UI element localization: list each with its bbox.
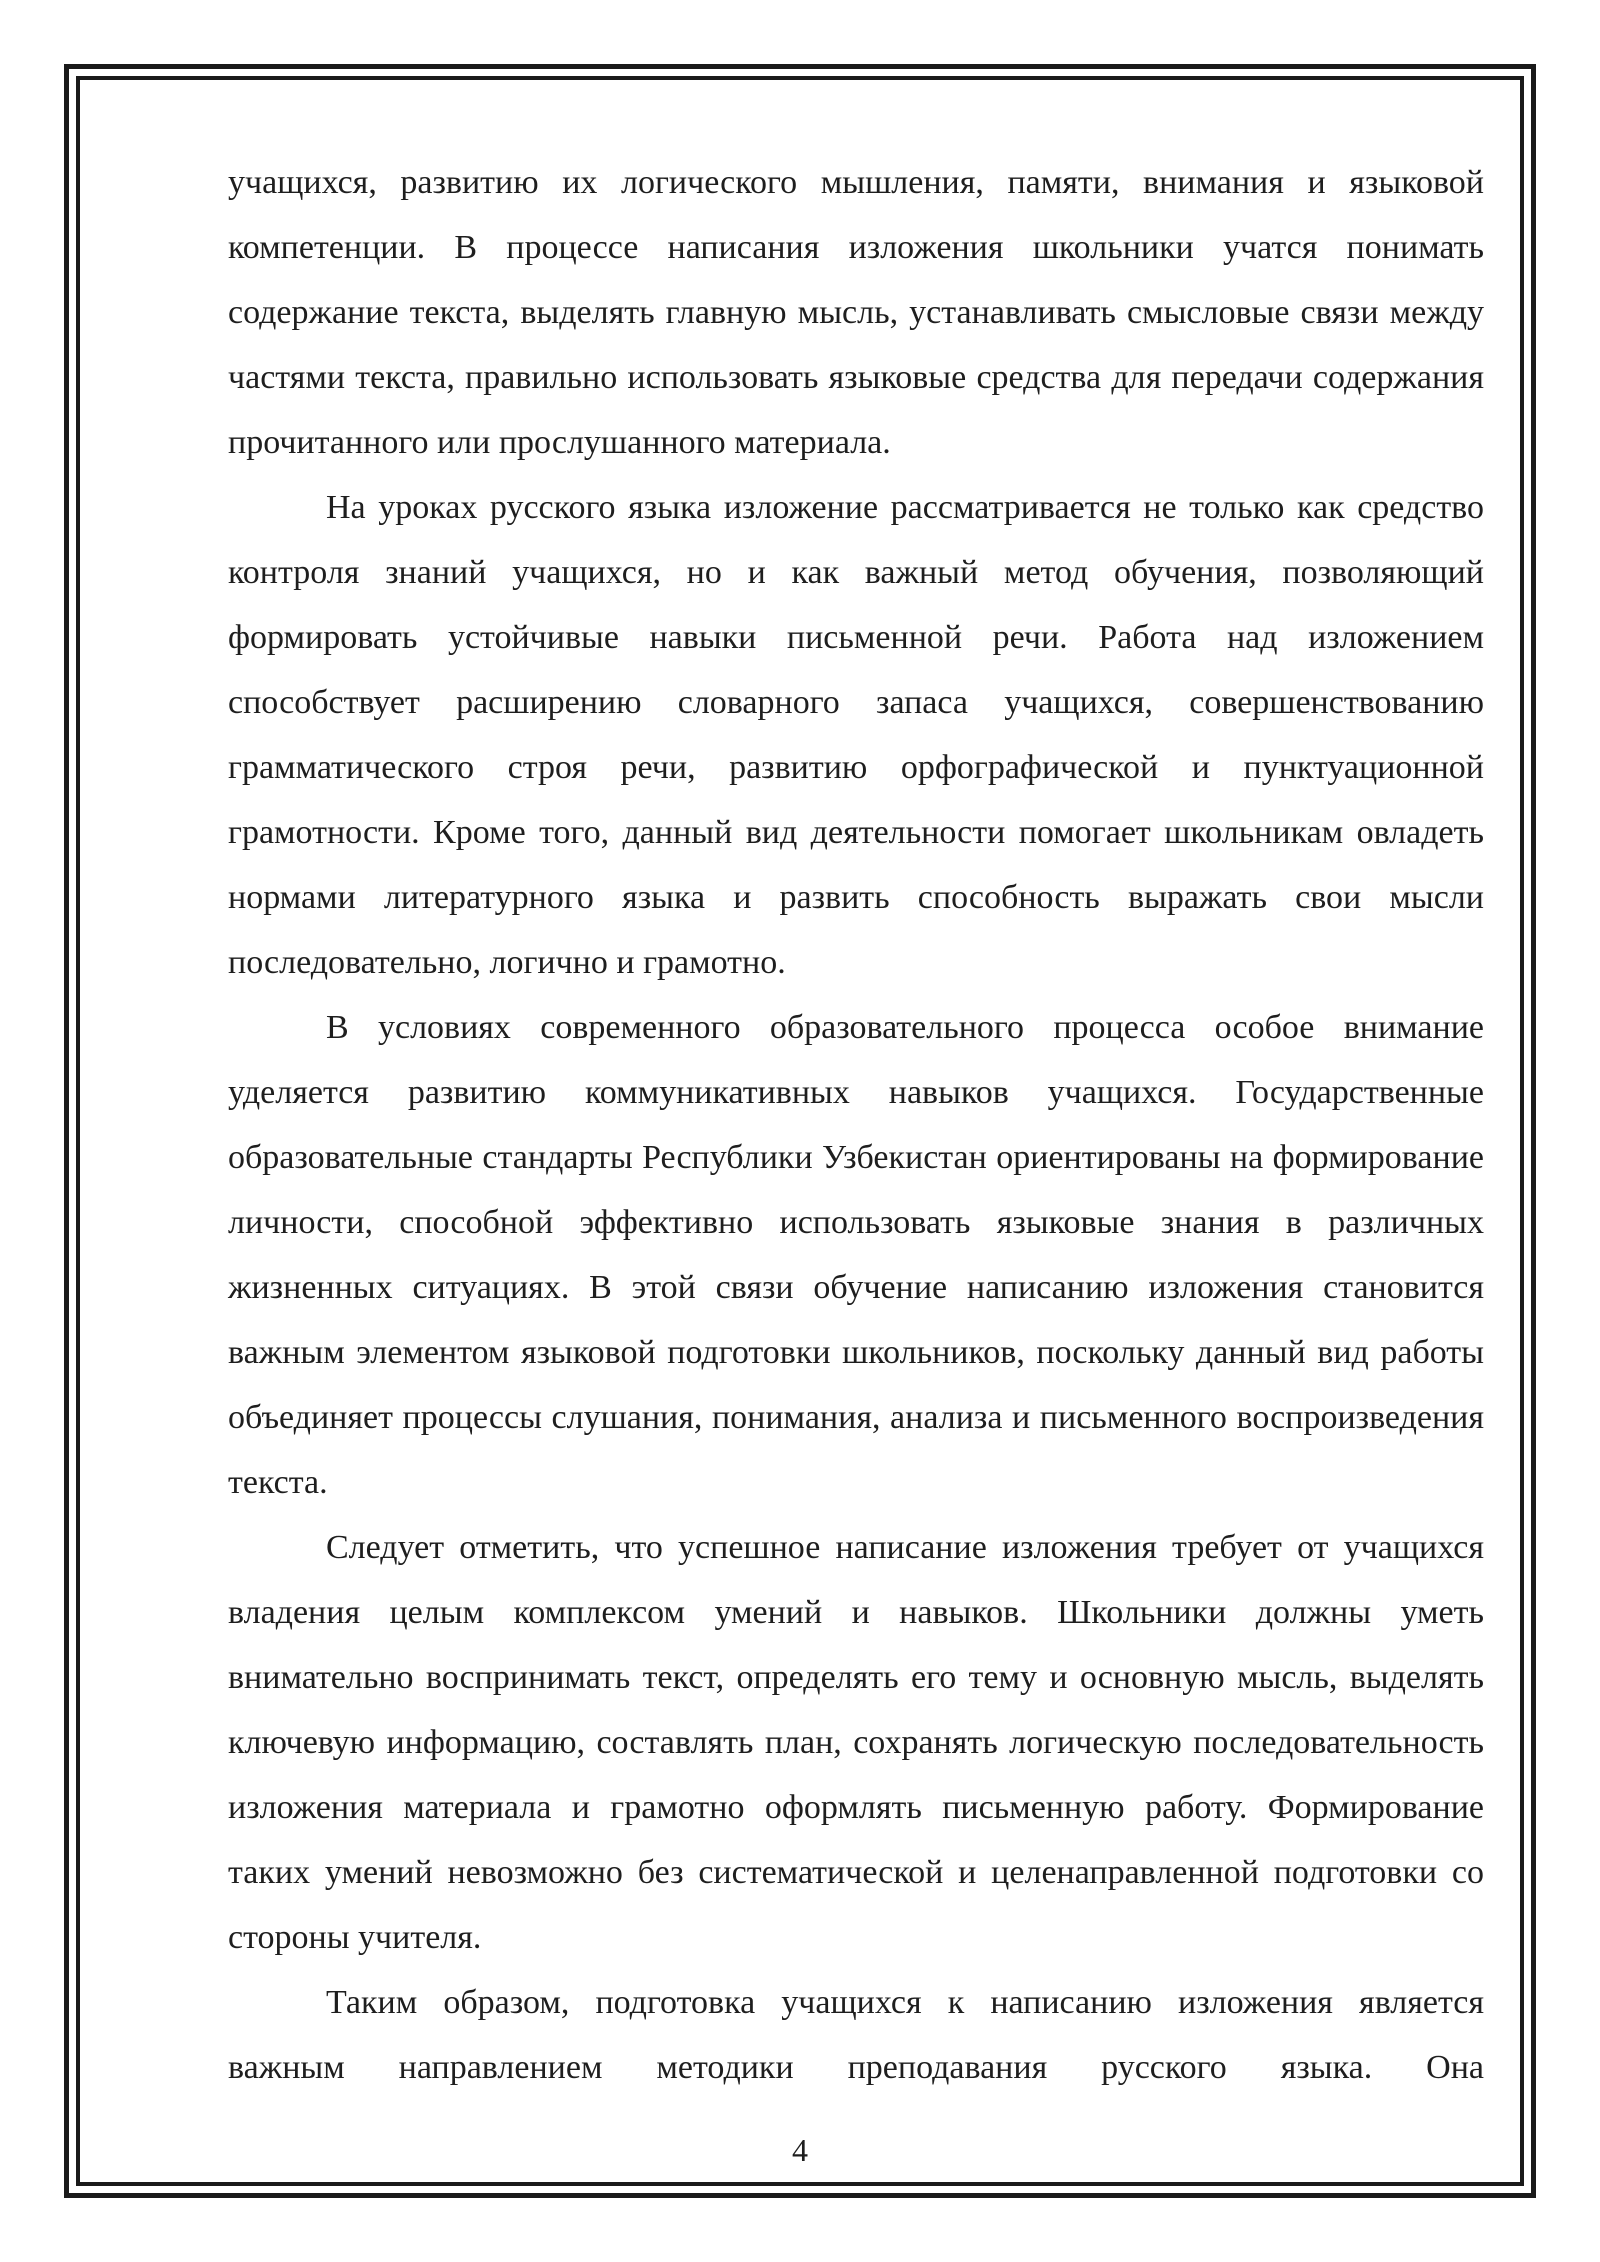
paragraph-5: Таким образом, подготовка учащихся к написанию изложения является важным направлением методики преподавания русского языка. Она [228, 1984, 1484, 2086]
page-number: 4 [792, 2132, 808, 2168]
paragraph-4: Следует отметить, что успешное написание изложения требует от учащихся владения целым комплексом умений и навыков. Школьники должны уметь внимательно воспринимать текст, определять его тему и основную мысль, выделять ключевую информацию, составлять план, сохранять логическую последовательность изложения материала и грамотно оформлять письменную работу. Формирование таких умений невозможно без систематической и целенаправленной подготовки со стороны учителя. [228, 1529, 1484, 1956]
paragraph-2: На уроках русского языка изложение рассматривается не только как средство контроля знаний учащихся, но и как важный метод обучения, позволяющий формировать устойчивые навыки письменной речи. Работа над изложением способствует расширению словарного запаса учащихся, совершенствованию грамматического строя речи, развитию орфографической и пунктуационной грамотности. Кроме того, данный вид деятельности помогает школьникам овладеть нормами литературного языка и развить способность выражать свои мысли последовательно, логично и грамотно. [228, 489, 1484, 981]
paragraph-3: В условиях современного образовательного процесса особое внимание уделяется развитию коммуникативных навыков учащихся. Государственные образовательные стандарты Республики Узбекистан ориентированы на формирование личности, способной эффективно использовать языковые знания в различных жизненных ситуациях. В этой связи обучение написанию изложения становится важным элементом языковой подготовки школьников, поскольку данный вид работы объединяет процессы слушания, понимания, анализа и письменного воспроизведения текста. [228, 1009, 1484, 1501]
document-body [228, 150, 1484, 2100]
paragraph-1: учащихся, развитию их логического мышления, памяти, внимания и языковой компетенции. В процессе написания изложения школьники учатся понимать содержание текста, выделять главную мысль, устанавливать смысловые связи между частями текста, правильно использовать языковые средства для передачи содержания прочитанного или прослушанного материала. [228, 164, 1484, 461]
